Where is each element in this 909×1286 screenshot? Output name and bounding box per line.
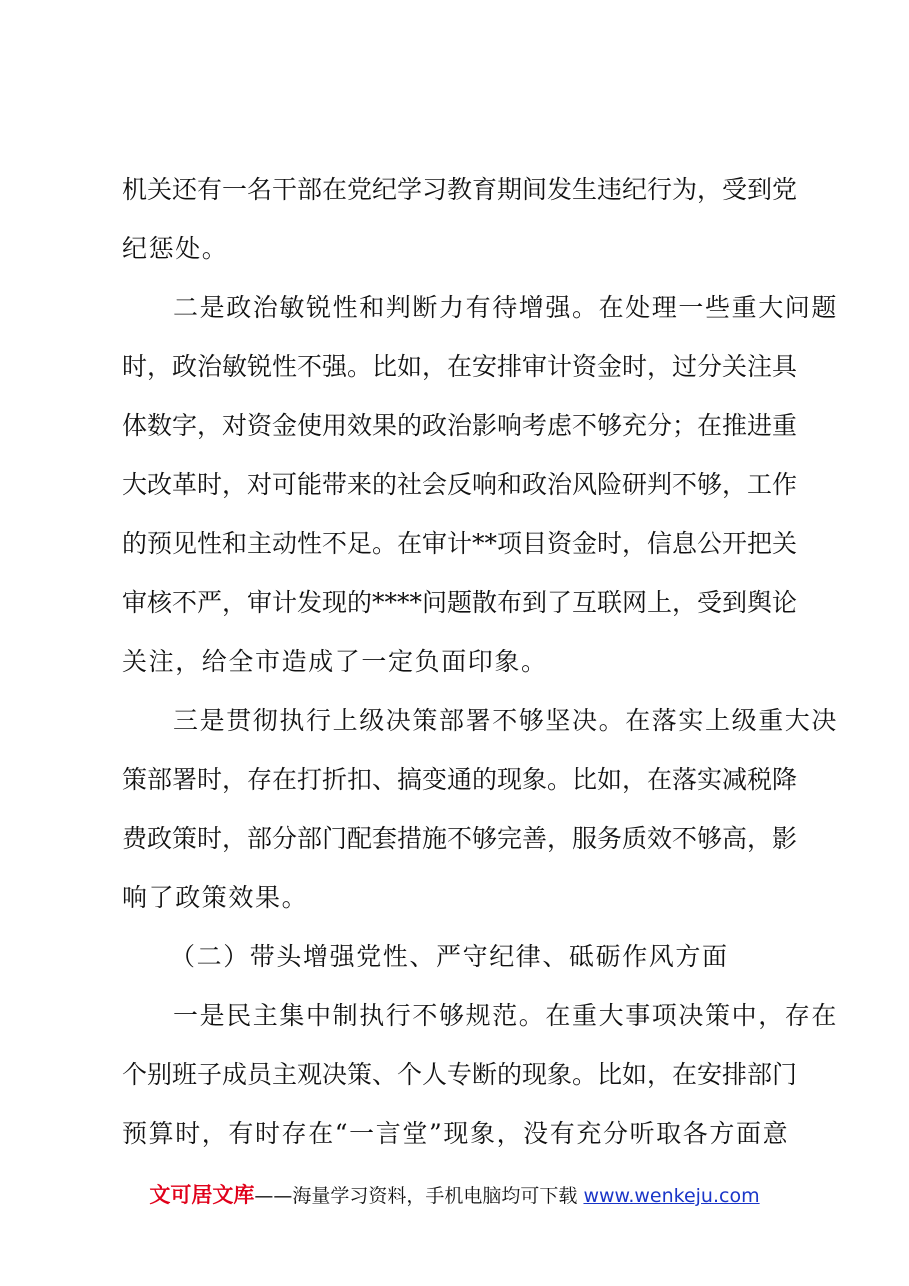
text-line: 费政策时，部分部门配套措施不够完善，服务质效不够高，影 xyxy=(122,824,798,853)
website-link[interactable]: www.wenkeju.com xyxy=(583,1185,760,1207)
text-line: 的预见性和主动性不足。在审计**项目资金时，信息公开把关 xyxy=(122,529,798,558)
text-line: 体数字，对资金使用效果的政治影响考虑不够充分；在推进重 xyxy=(122,411,798,440)
text-line: 纪惩处。 xyxy=(122,234,229,263)
text-line: 预算时，有时存在“一言堂”现象，没有充分听取各方面意 xyxy=(122,1119,790,1148)
page-footer xyxy=(0,1180,909,1211)
paragraph-start-line: 三是贯彻执行上级决策部署不够坚决。在落实上级重大决 xyxy=(173,706,839,735)
text-line: 策部署时，存在打折扣、搞变通的现象。比如，在落实减税降 xyxy=(122,765,798,794)
paragraph-start-line: 二是政治敏锐性和判断力有待增强。在处理一些重大问题 xyxy=(173,293,839,322)
text-line: 响了政策效果。 xyxy=(122,883,309,912)
text-line: 时，政治敏锐性不强。比如，在安排审计资金时，过分关注具 xyxy=(122,352,798,381)
text-line: 个别班子成员主观决策、个人专断的现象。比如，在安排部门 xyxy=(122,1060,798,1089)
footer-tagline: ——海量学习资料，手机电脑均可下载 xyxy=(254,1185,578,1207)
text-line: 机关还有一名干部在党纪学习教育期间发生违纪行为，受到党 xyxy=(122,175,798,204)
brand-name: 文可居文库 xyxy=(149,1183,255,1207)
text-line: 审核不严，审计发现的****问题散布到了互联网上，受到舆论 xyxy=(122,588,798,617)
paragraph-start-line: 一是民主集中制执行不够规范。在重大事项决策中，存在 xyxy=(173,1001,839,1030)
document-body xyxy=(122,160,839,1163)
text-line: 关注，给全市造成了一定负面印象。 xyxy=(122,647,548,676)
section-heading: （二）带头增强党性、严守纪律、砥砺作风方面 xyxy=(170,942,729,971)
text-line: 大改革时，对可能带来的社会反响和政治风险研判不够，工作 xyxy=(122,470,798,499)
